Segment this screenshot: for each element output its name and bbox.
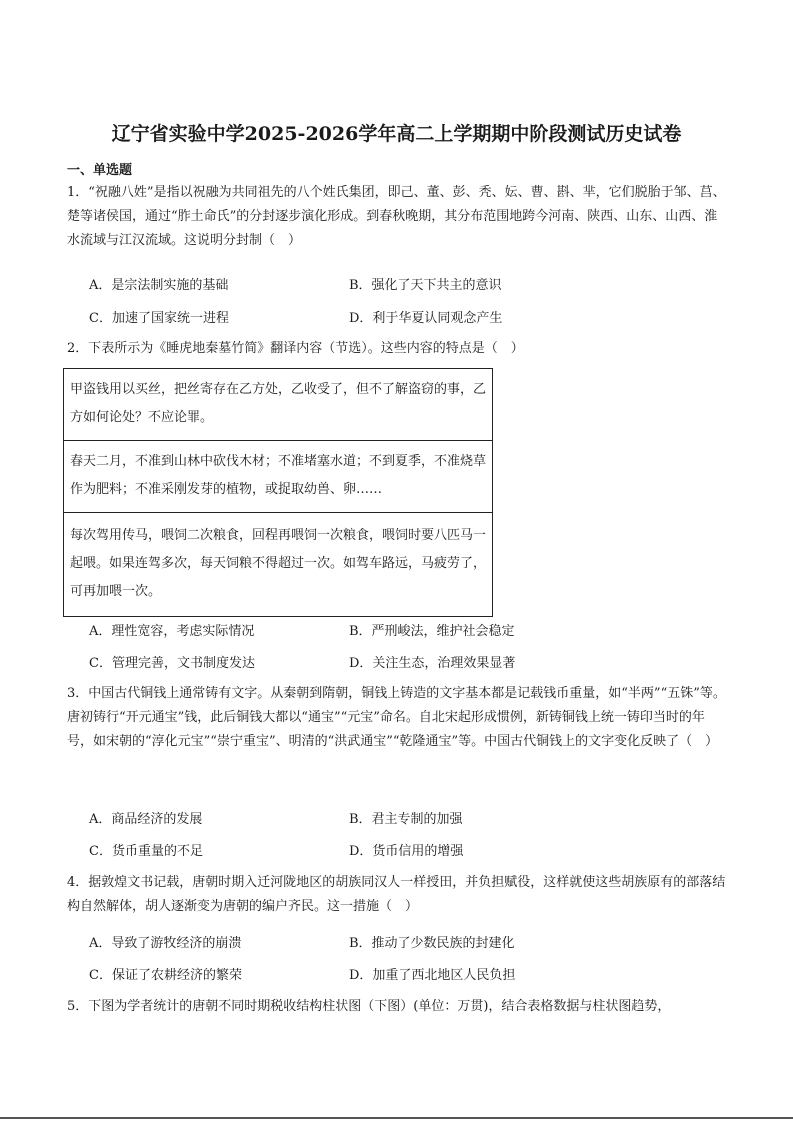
page-title: 辽宁省实验中学2025-2026学年高二上学期期中阶段测试历史试卷 [111, 123, 682, 145]
question-4-stem: 4．据敦煌文书记载，唐朝时期入迁河陇地区的胡族同汉人一样授田，并负担赋役，这样就使这些胡族原有的部落结构自然解体，胡人逐渐变为唐朝的编户齐民。这一措施（ ） [67, 875, 726, 914]
question-1-option-a: A．是宗法制实施的基础 [89, 278, 229, 293]
question-3-option-c: C．货币重量的不足 [89, 844, 203, 859]
question-4-option-a: A．导致了游牧经济的崩溃 [89, 936, 242, 951]
table-row [64, 369, 493, 441]
question-3-stem: 3．中国古代铜钱上通常铸有文字。从秦朝到隋朝，铜钱上铸造的文字基本都是记载钱币重量，如“半两”“五铢”等。唐初铸行“开元通宝”钱，此后铜钱大都以“通宝”“元宝”命名。自北宋起形成惯例，新铸铜钱上统一铸印当时的年号，如宋朝的“淳化元宝”“崇宁重宝”、明清的“洪武通宝”“乾隆通宝”等。中国古代铜钱上的文字变化反映了（ ） [67, 686, 726, 749]
question-3-option-a: A．商品经济的发展 [89, 812, 203, 827]
question-2-option-b: B．严刑峻法，维护社会稳定 [349, 624, 515, 639]
question-1-option-b: B．强化了天下共主的意识 [349, 278, 502, 293]
question-3-option-b: B．君主专制的加强 [349, 812, 463, 827]
question-2-option-a: A．理性宽容，考虑实际情况 [89, 624, 255, 639]
question-4-option-d: D．加重了西北地区人民负担 [349, 968, 516, 983]
question-1-stem: 1．“祝融八姓”是指以祝融为共同祖先的八个姓氏集团，即己、董、彭、秃、妘、曹、斟、芈，它们脱胎于邹、莒、楚等诸侯国，通过“胙土命氏”的分封逐步演化形成。到春秋晚期，其分布范围地跨今河南、陕西、山东、山西、淮水流域与江汉流域。这说明分封制（ ） [67, 185, 726, 248]
question-2-option-d: D．关注生态，治理效果显著 [349, 656, 516, 671]
question-3-option-d: D．货币信用的增强 [349, 844, 464, 859]
source-table [63, 368, 493, 617]
table-row [64, 441, 493, 513]
question-2-stem: 2．下表所示为《睡虎地秦墓竹简》翻译内容（节选）。这些内容的特点是（ ） [67, 341, 524, 356]
table-cell: 每次驾用传马，喂饲二次粮食，回程再喂饲一次粮食，喂饲时要八匹马一起喂。如果连驾多次，每天饲粮不得超过一次。如驾车路远，马疲劳了，可再加喂一次。 [64, 513, 493, 617]
question-1-option-d: D．利于华夏认同观念产生 [349, 311, 503, 326]
question-5-stem: 5．下图为学者统计的唐朝不同时期税收结构柱状图（下图）(单位：万贯)，结合表格数据与柱状图趋势， [67, 999, 671, 1014]
table-cell: 甲盗钱用以买丝，把丝寄存在乙方处，乙收受了，但不了解盗窃的事，乙方如何论处？不应论罪。 [64, 369, 493, 441]
question-1-option-c: C．加速了国家统一进程 [89, 311, 229, 326]
question-4-option-b: B．推动了少数民族的封建化 [349, 936, 515, 951]
section-heading: 一、单选题 [67, 163, 133, 178]
table-row [64, 513, 493, 617]
question-4-option-c: C．保证了农耕经济的繁荣 [89, 968, 242, 983]
question-2-option-c: C．管理完善，文书制度发达 [89, 656, 255, 671]
table-cell: 春天二月，不准到山林中砍伐木材；不准堵塞水道；不到夏季，不准烧草作为肥料；不准采刚发芽的植物，或捉取幼兽、卵…… [64, 441, 493, 513]
page-bottom-rule [0, 1117, 793, 1119]
